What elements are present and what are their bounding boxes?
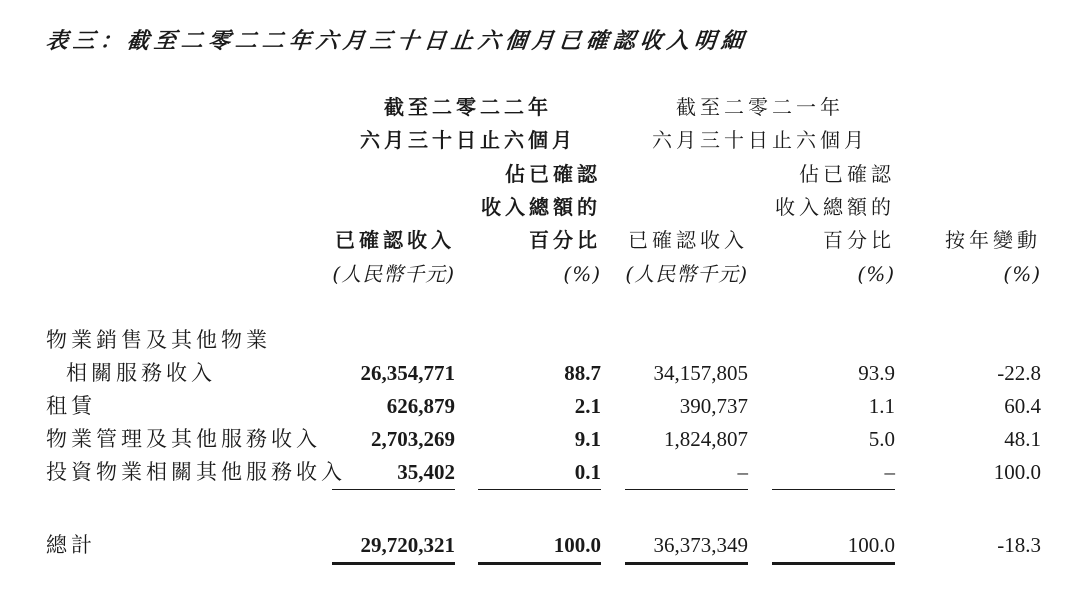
total-rev-2021: 36,373,349	[653, 533, 748, 557]
total-rev-2022: 29,720,321	[360, 533, 455, 557]
total-pct-2021: 100.0	[847, 533, 895, 557]
cell-rev-2022: 35,402	[397, 460, 455, 484]
total-rule	[625, 562, 748, 565]
table-title: 表三：截至二零二二年六月三十日止六個月已確認收入明細	[44, 28, 750, 54]
total-pct-2022: 100.0	[553, 533, 601, 557]
unit-yoy: (%)	[1003, 262, 1041, 286]
cell-pct-2022: 9.1	[574, 427, 601, 451]
subtotal-rule	[478, 489, 601, 490]
row-label-investment-property: 投資物業相關其他服務收入	[46, 460, 346, 484]
subtotal-rule	[625, 489, 748, 490]
subtotal-rule	[332, 489, 455, 490]
unit-revenue-2022: (人民幣千元)	[332, 262, 455, 286]
cell-pct-2022: 0.1	[574, 460, 601, 484]
cell-pct-2021: 1.1	[868, 394, 895, 418]
header-pct-2022-line2: 收入總額的	[481, 195, 601, 219]
cell-yoy: 48.1	[1004, 427, 1041, 451]
row-label-property-sales-line2: 相關服務收入	[66, 361, 216, 385]
unit-revenue-2021: (人民幣千元)	[625, 262, 748, 286]
header-pct-2021-line1: 佔已確認	[799, 162, 895, 186]
header-pct-2022-line1: 佔已確認	[505, 162, 601, 186]
cell-rev-2022: 626,879	[386, 394, 455, 418]
header-period-2021-line1: 截至二零二一年	[676, 95, 844, 119]
total-rule	[772, 562, 895, 565]
total-rule	[332, 562, 455, 565]
cell-yoy: 100.0	[993, 460, 1041, 484]
header-pct-2022-line3: 百分比	[529, 228, 601, 252]
cell-pct-2021: –	[884, 460, 895, 484]
cell-rev-2021: 34,157,805	[653, 361, 748, 385]
cell-yoy: 60.4	[1004, 394, 1041, 418]
cell-rev-2021: 390,737	[679, 394, 748, 418]
total-rule	[478, 562, 601, 565]
row-label-total: 總計	[46, 533, 96, 557]
cell-pct-2021: 93.9	[858, 361, 895, 385]
header-period-2022-line1: 截至二零二二年	[384, 95, 552, 119]
cell-rev-2021: –	[737, 460, 748, 484]
unit-pct-2021: (%)	[857, 262, 895, 286]
cell-rev-2021: 1,824,807	[664, 427, 748, 451]
subtotal-rule	[772, 489, 895, 490]
row-label-leasing: 租賃	[46, 394, 96, 418]
cell-pct-2022: 2.1	[574, 394, 601, 418]
cell-yoy: -22.8	[997, 361, 1041, 385]
cell-pct-2022: 88.7	[564, 361, 601, 385]
header-revenue-2021: 已確認收入	[628, 228, 748, 252]
header-revenue-2022: 已確認收入	[335, 228, 455, 252]
cell-rev-2022: 2,703,269	[371, 427, 455, 451]
row-label-property-sales-line1: 物業銷售及其他物業	[46, 328, 271, 352]
header-period-2022-line2: 六月三十日止六個月	[360, 128, 576, 152]
header-yoy: 按年變動	[945, 228, 1041, 252]
row-label-property-management: 物業管理及其他服務收入	[46, 427, 321, 451]
header-pct-2021-line2: 收入總額的	[775, 195, 895, 219]
header-pct-2021-line3: 百分比	[823, 228, 895, 252]
unit-pct-2022: (%)	[563, 262, 601, 286]
header-period-2021-line2: 六月三十日止六個月	[652, 128, 868, 152]
cell-pct-2021: 5.0	[868, 427, 895, 451]
total-yoy: -18.3	[997, 533, 1041, 557]
cell-rev-2022: 26,354,771	[360, 361, 455, 385]
